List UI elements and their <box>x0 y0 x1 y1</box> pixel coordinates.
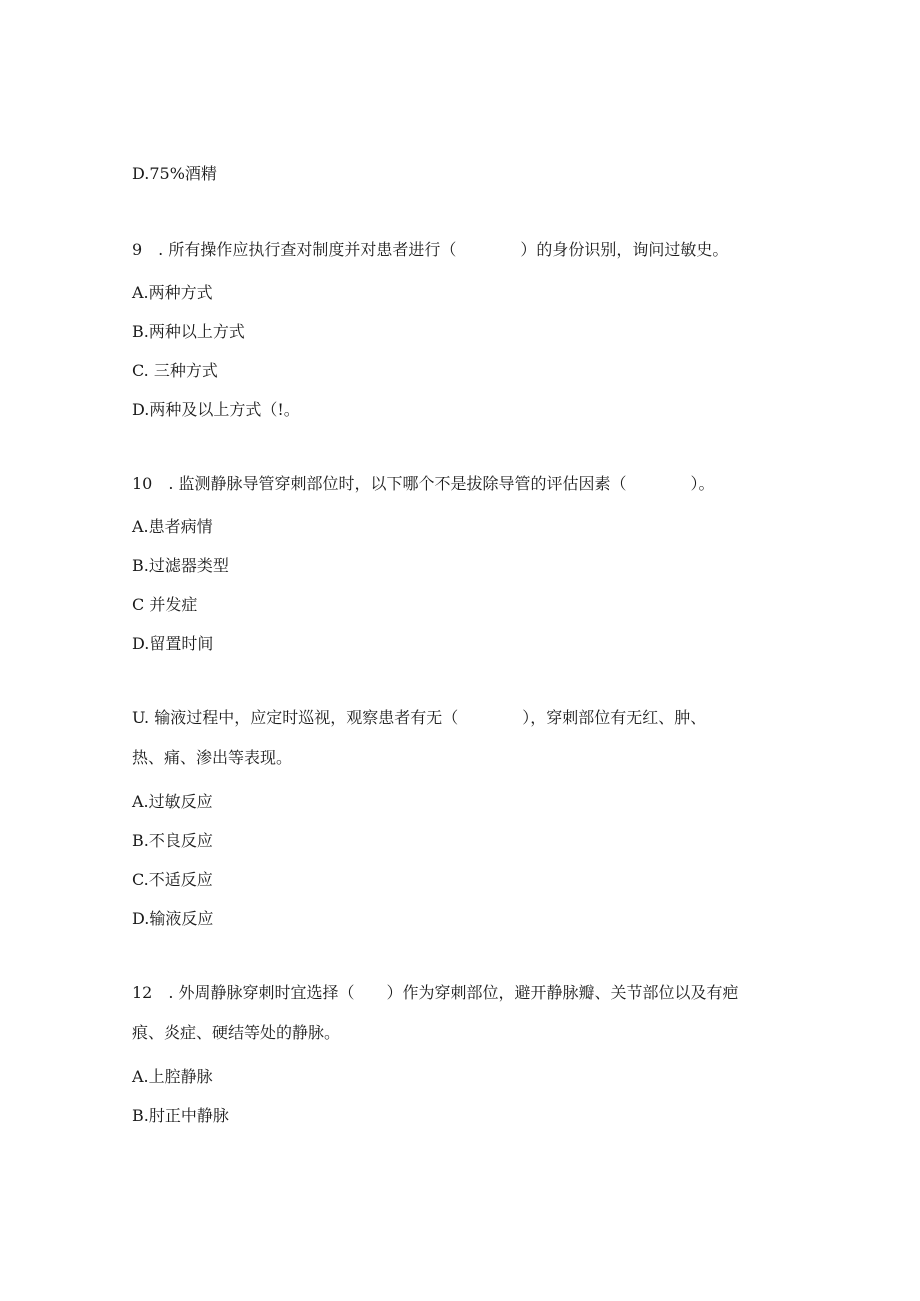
question-9-stem: 9 . 所有操作应执行查对制度并对患者进行（ ）的身份识别，询问过敏史。 <box>132 240 729 259</box>
question-10-option-b: B.过滤器类型 <box>132 556 229 575</box>
question-12-stem-line-1: 12 . 外周静脉穿刺时宜选择（ ）作为穿刺部位，避开静脉瓣、关节部位以及有疤 <box>132 983 739 1002</box>
question-9-option-c: C. 三种方式 <box>132 361 218 380</box>
question-9-option-b: B.两种以上方式 <box>132 322 245 341</box>
question-11-option-a: A.过敏反应 <box>132 792 213 811</box>
question-10-stem: 10 . 监测静脉导管穿刺部位时，以下哪个不是拔除导管的评估因素（ ）。 <box>132 474 715 493</box>
question-12-option-b: B.肘正中静脉 <box>132 1106 229 1125</box>
question-10-option-c: C 并发症 <box>132 595 198 614</box>
question-12-option-a: A.上腔静脉 <box>132 1067 213 1086</box>
question-11-option-c: C.不适反应 <box>132 870 213 889</box>
question-9-option-a: A.两种方式 <box>132 283 213 302</box>
question-9-option-d: D.两种及以上方式（!。 <box>132 400 300 419</box>
question-11-option-d: D.输液反应 <box>132 909 214 928</box>
question-11-stem-line-2: 热、痛、渗出等表现。 <box>132 748 293 767</box>
question-12-stem-line-2: 痕、炎症、硬结等处的静脉。 <box>132 1023 341 1042</box>
option-d-q8: D.75%酒精 <box>132 164 217 183</box>
question-10-option-a: A.患者病情 <box>132 517 213 536</box>
question-11-stem-line-1: U. 输液过程中，应定时巡视，观察患者有无（ ），穿刺部位有无红、肿、 <box>132 708 707 727</box>
question-11-option-b: B.不良反应 <box>132 831 213 850</box>
question-10-option-d: D.留置时间 <box>132 634 214 653</box>
